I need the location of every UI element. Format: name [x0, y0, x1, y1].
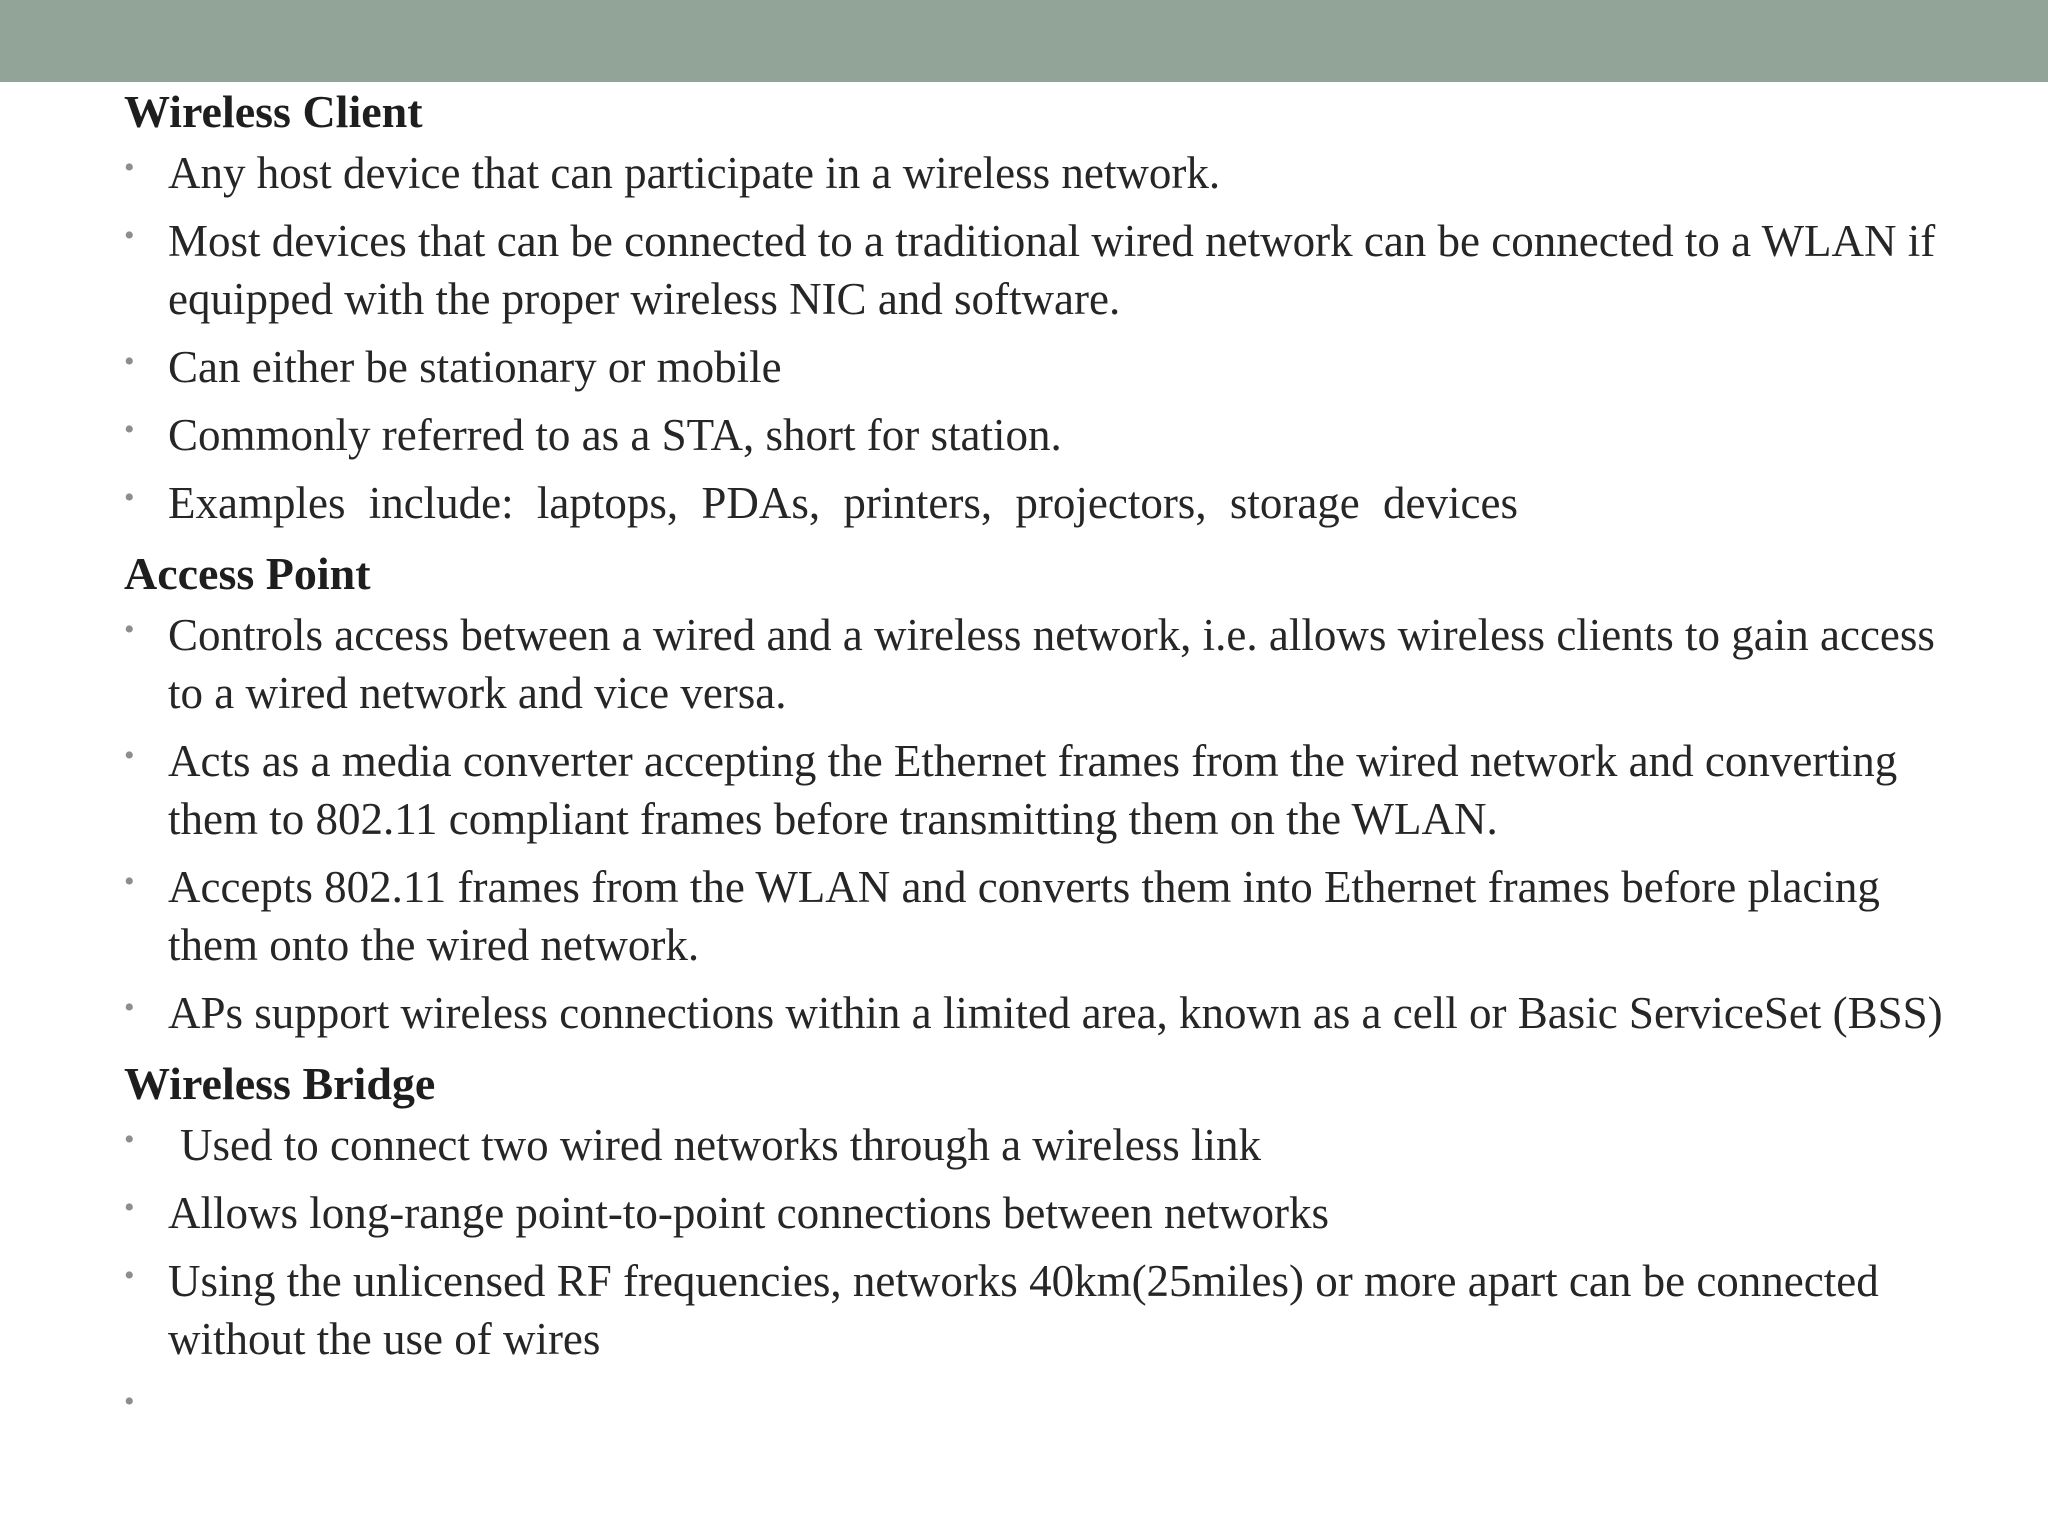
bullet-icon: • [124, 151, 135, 184]
bullet-text: Any host device that can participate in a wireless network. [168, 148, 1221, 198]
bullet-item-empty [124, 1378, 1944, 1436]
bullet-item [124, 1252, 1944, 1368]
bullet-icon: • [124, 739, 135, 772]
bullet-text: Can either be stationary or mobile [168, 342, 782, 392]
bullet-icon: • [124, 865, 135, 898]
bullet-icon: • [124, 1385, 135, 1418]
bullet-text: Acts as a media converter accepting the Ethernet frames from the wired network and converting them to 802.11 compliant frames before transmitting them on the WLAN. [168, 736, 1898, 844]
section-heading-wireless-bridge: Wireless Bridge [124, 1058, 436, 1109]
bullet-text: APs support wireless connections within a limited area, known as a cell or Basic ServiceSet (BSS) [168, 988, 1943, 1038]
slide-header-band [0, 0, 2048, 82]
section-heading-access-point: Access Point [124, 548, 371, 599]
bullet-text: Allows long-range point-to-point connections between networks [168, 1188, 1329, 1238]
bullet-item [124, 338, 1944, 396]
bullet-item [124, 984, 1944, 1042]
bullet-text: Commonly referred to as a STA, short for station. [168, 410, 1062, 460]
bullet-icon: • [124, 1123, 135, 1156]
bullet-icon: • [124, 1191, 135, 1224]
bullet-icon: • [124, 481, 135, 514]
bullet-item [124, 858, 1944, 974]
slide-body [124, 80, 1944, 1446]
bullet-icon: • [124, 613, 135, 646]
bullet-item [124, 144, 1944, 202]
bullet-icon: • [124, 413, 135, 446]
bullet-item [124, 732, 1944, 848]
bullet-text: Used to connect two wired networks through a wireless link [180, 1120, 1262, 1170]
section-heading-wireless-client: Wireless Client [124, 86, 423, 137]
bullet-text: Using the unlicensed RF frequencies, networks 40km(25miles) or more apart can be connected without the use of wires [168, 1256, 1879, 1364]
bullet-icon: • [124, 991, 135, 1024]
bullet-text: Most devices that can be connected to a traditional wired network can be connected to a WLAN if equipped with the proper wireless NIC and software. [168, 216, 1936, 324]
bullet-item [124, 606, 1944, 722]
bullet-item [124, 1116, 1944, 1174]
bullet-text: Accepts 802.11 frames from the WLAN and converts them into Ethernet frames before placing them onto the wired network. [168, 862, 1880, 970]
bullet-icon: • [124, 219, 135, 252]
bullet-item [124, 474, 1944, 532]
bullet-icon: • [124, 1259, 135, 1292]
bullet-text: Examples include: laptops, PDAs, printers, projectors, storage devices [168, 478, 1518, 528]
bullet-text: Controls access between a wired and a wireless network, i.e. allows wireless clients to gain access to a wired network and vice versa. [168, 610, 1935, 718]
bullet-item [124, 1184, 1944, 1242]
bullet-icon: • [124, 345, 135, 378]
bullet-item [124, 406, 1944, 464]
bullet-item [124, 212, 1944, 328]
